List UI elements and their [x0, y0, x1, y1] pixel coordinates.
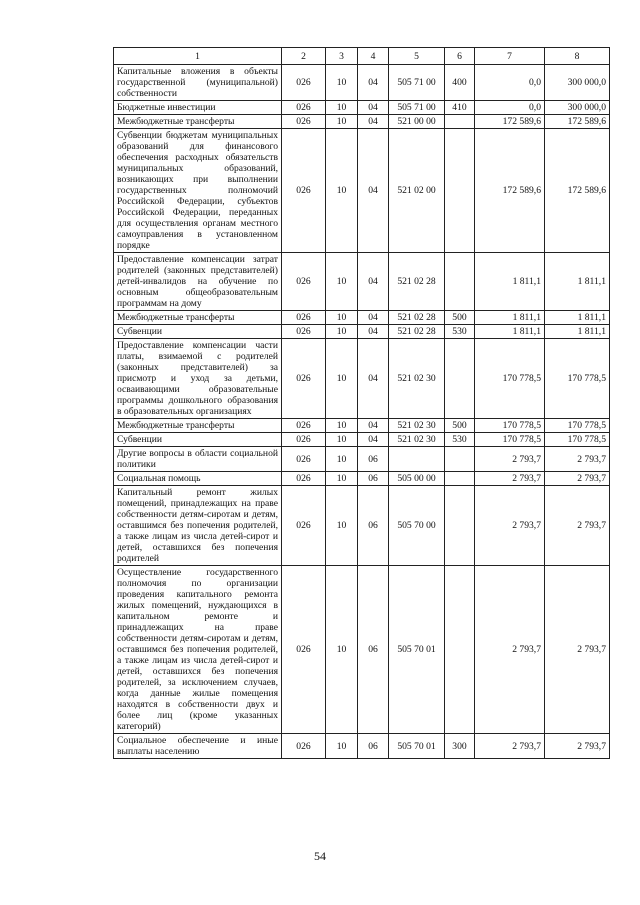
- row-ved-cell: 026: [282, 433, 326, 447]
- row-name-cell: Субвенции: [114, 325, 282, 339]
- table-row: [114, 101, 610, 115]
- row-ved-cell: 026: [282, 101, 326, 115]
- row-name-cell: Субвенции: [114, 433, 282, 447]
- header-cell: 7: [475, 48, 545, 65]
- table-row: [114, 472, 610, 486]
- row-pr-cell: 04: [358, 115, 389, 129]
- row-vr-cell: 410: [445, 101, 475, 115]
- row-ved-cell: 026: [282, 129, 326, 253]
- row-csr-cell: 521 00 00: [389, 115, 445, 129]
- row-vr-cell: 500: [445, 311, 475, 325]
- row-csr-cell: 505 71 00: [389, 65, 445, 101]
- row-vr-cell: [445, 472, 475, 486]
- row-sum1-cell: 0,0: [475, 101, 545, 115]
- row-sum2-cell: 2 793,7: [545, 472, 610, 486]
- row-vr-cell: [445, 486, 475, 566]
- row-sum1-cell: 0,0: [475, 65, 545, 101]
- row-csr-cell: 521 02 30: [389, 433, 445, 447]
- row-rz-cell: 10: [326, 447, 358, 472]
- row-sum2-cell: 170 778,5: [545, 433, 610, 447]
- header-cell: 6: [445, 48, 475, 65]
- row-vr-cell: [445, 129, 475, 253]
- table-row: [114, 115, 610, 129]
- row-vr-cell: [445, 115, 475, 129]
- row-vr-cell: 530: [445, 433, 475, 447]
- row-rz-cell: 10: [326, 472, 358, 486]
- table-body: [114, 65, 610, 759]
- row-csr-cell: 505 70 01: [389, 734, 445, 759]
- row-rz-cell: 10: [326, 339, 358, 419]
- table-row: [114, 339, 610, 419]
- table-row: [114, 65, 610, 101]
- header-cell: 5: [389, 48, 445, 65]
- row-pr-cell: 04: [358, 419, 389, 433]
- row-sum1-cell: 170 778,5: [475, 339, 545, 419]
- row-ved-cell: 026: [282, 253, 326, 311]
- row-ved-cell: 026: [282, 734, 326, 759]
- row-vr-cell: [445, 253, 475, 311]
- header-cell: 4: [358, 48, 389, 65]
- row-csr-cell: [389, 447, 445, 472]
- table-row: [114, 419, 610, 433]
- row-sum2-cell: 172 589,6: [545, 129, 610, 253]
- row-name-cell: Другие вопросы в области социальной политики: [114, 447, 282, 472]
- row-rz-cell: 10: [326, 433, 358, 447]
- row-ved-cell: 026: [282, 65, 326, 101]
- row-ved-cell: 026: [282, 339, 326, 419]
- row-sum2-cell: 1 811,1: [545, 253, 610, 311]
- row-sum1-cell: 2 793,7: [475, 472, 545, 486]
- row-name-cell: Капитальные вложения в объекты государственной (муниципальной) собственности: [114, 65, 282, 101]
- row-pr-cell: 04: [358, 433, 389, 447]
- table-row: [114, 253, 610, 311]
- row-csr-cell: 521 02 30: [389, 419, 445, 433]
- row-name-cell: Межбюджетные трансферты: [114, 419, 282, 433]
- row-pr-cell: 04: [358, 253, 389, 311]
- row-pr-cell: 04: [358, 129, 389, 253]
- row-sum2-cell: 172 589,6: [545, 115, 610, 129]
- row-sum1-cell: 2 793,7: [475, 447, 545, 472]
- table-row: [114, 311, 610, 325]
- row-csr-cell: 521 02 28: [389, 325, 445, 339]
- row-sum1-cell: 1 811,1: [475, 325, 545, 339]
- row-sum1-cell: 172 589,6: [475, 129, 545, 253]
- row-ved-cell: 026: [282, 486, 326, 566]
- row-sum1-cell: 2 793,7: [475, 734, 545, 759]
- table-row: [114, 486, 610, 566]
- row-csr-cell: 521 02 28: [389, 253, 445, 311]
- table-row: [114, 566, 610, 734]
- row-csr-cell: 521 02 30: [389, 339, 445, 419]
- row-name-cell: Межбюджетные трансферты: [114, 311, 282, 325]
- row-csr-cell: 505 00 00: [389, 472, 445, 486]
- row-rz-cell: 10: [326, 115, 358, 129]
- row-rz-cell: 10: [326, 486, 358, 566]
- row-rz-cell: 10: [326, 253, 358, 311]
- row-sum2-cell: 300 000,0: [545, 101, 610, 115]
- row-sum2-cell: 300 000,0: [545, 65, 610, 101]
- row-csr-cell: 521 02 00: [389, 129, 445, 253]
- row-pr-cell: 04: [358, 339, 389, 419]
- row-sum2-cell: 1 811,1: [545, 325, 610, 339]
- table-row: [114, 734, 610, 759]
- row-ved-cell: 026: [282, 419, 326, 433]
- row-pr-cell: 06: [358, 734, 389, 759]
- row-sum1-cell: 1 811,1: [475, 311, 545, 325]
- row-rz-cell: 10: [326, 101, 358, 115]
- table-header-row: [114, 48, 610, 65]
- row-sum2-cell: 170 778,5: [545, 339, 610, 419]
- row-vr-cell: 530: [445, 325, 475, 339]
- row-sum2-cell: 170 778,5: [545, 419, 610, 433]
- row-rz-cell: 10: [326, 566, 358, 734]
- row-name-cell: Предоставление компенсации затрат родителей (законных представителей) детей-инвалидов на обучение по основным общеобразовательным программам на дому: [114, 253, 282, 311]
- budget-table: [113, 47, 610, 759]
- row-ved-cell: 026: [282, 311, 326, 325]
- table-row: [114, 447, 610, 472]
- row-sum2-cell: 2 793,7: [545, 447, 610, 472]
- row-sum1-cell: 170 778,5: [475, 419, 545, 433]
- header-cell: 8: [545, 48, 610, 65]
- row-sum1-cell: 2 793,7: [475, 486, 545, 566]
- row-ved-cell: 026: [282, 325, 326, 339]
- row-sum1-cell: 172 589,6: [475, 115, 545, 129]
- row-name-cell: Субвенции бюджетам муниципальных образований для финансового обеспечения расходных обязательств муниципальных образований, возникающих при выполнении государственных полномочий Российской Федерации, субъектов Российской Федерации, переданных для осуществления органам местного самоуправления в установленном порядке: [114, 129, 282, 253]
- row-vr-cell: [445, 339, 475, 419]
- row-name-cell: Бюджетные инвестиции: [114, 101, 282, 115]
- page-number: 54: [314, 849, 326, 863]
- row-sum1-cell: 170 778,5: [475, 433, 545, 447]
- row-csr-cell: 505 70 00: [389, 486, 445, 566]
- row-pr-cell: 04: [358, 65, 389, 101]
- row-csr-cell: 521 02 28: [389, 311, 445, 325]
- row-ved-cell: 026: [282, 566, 326, 734]
- row-ved-cell: 026: [282, 472, 326, 486]
- row-rz-cell: 10: [326, 734, 358, 759]
- row-ved-cell: 026: [282, 115, 326, 129]
- row-sum2-cell: 2 793,7: [545, 486, 610, 566]
- row-rz-cell: 10: [326, 65, 358, 101]
- row-name-cell: Межбюджетные трансферты: [114, 115, 282, 129]
- table-row: [114, 129, 610, 253]
- row-rz-cell: 10: [326, 129, 358, 253]
- row-rz-cell: 10: [326, 311, 358, 325]
- row-pr-cell: 04: [358, 311, 389, 325]
- row-pr-cell: 06: [358, 566, 389, 734]
- row-name-cell: Предоставление компенсации части платы, взимаемой с родителей (законных представителей) за присмотр и уход за детьми, осваивающими образовательные программы дошкольного образования в образовательных организациях: [114, 339, 282, 419]
- row-name-cell: Капитальный ремонт жилых помещений, принадлежащих на праве собственности детям-сиротам и детям, оставшимся без попечения родителей, а также лицам из числа детей-сирот и детей, оставшихся без попечения родителей: [114, 486, 282, 566]
- row-ved-cell: 026: [282, 447, 326, 472]
- row-vr-cell: 300: [445, 734, 475, 759]
- row-vr-cell: 400: [445, 65, 475, 101]
- row-name-cell: Социальная помощь: [114, 472, 282, 486]
- header-cell: 3: [326, 48, 358, 65]
- table-row: [114, 325, 610, 339]
- row-pr-cell: 04: [358, 101, 389, 115]
- row-pr-cell: 06: [358, 472, 389, 486]
- row-name-cell: Социальное обеспечение и иные выплаты населению: [114, 734, 282, 759]
- row-sum1-cell: 2 793,7: [475, 566, 545, 734]
- row-sum1-cell: 1 811,1: [475, 253, 545, 311]
- header-cell: 1: [114, 48, 282, 65]
- row-rz-cell: 10: [326, 325, 358, 339]
- row-vr-cell: [445, 566, 475, 734]
- row-sum2-cell: 1 811,1: [545, 311, 610, 325]
- row-pr-cell: 04: [358, 325, 389, 339]
- row-sum2-cell: 2 793,7: [545, 734, 610, 759]
- row-csr-cell: 505 70 01: [389, 566, 445, 734]
- row-pr-cell: 06: [358, 486, 389, 566]
- row-vr-cell: 500: [445, 419, 475, 433]
- header-cell: 2: [282, 48, 326, 65]
- row-rz-cell: 10: [326, 419, 358, 433]
- row-pr-cell: 06: [358, 447, 389, 472]
- row-vr-cell: [445, 447, 475, 472]
- row-sum2-cell: 2 793,7: [545, 566, 610, 734]
- row-name-cell: Осуществление государственного полномочия по организации проведения капитального ремонта жилых помещений, нуждающихся в капитальном ремонте и принадлежащих на праве собственности детям-сиротам и детям, оставшимся без попечения родителей, а также лицам из числа детей-сирот и детей, оставшихся без попечения родителей, за исключением случаев, когда данные жилые помещения находятся в собственности двух и более лиц (кроме указанных категорий): [114, 566, 282, 734]
- row-csr-cell: 505 71 00: [389, 101, 445, 115]
- table-row: [114, 433, 610, 447]
